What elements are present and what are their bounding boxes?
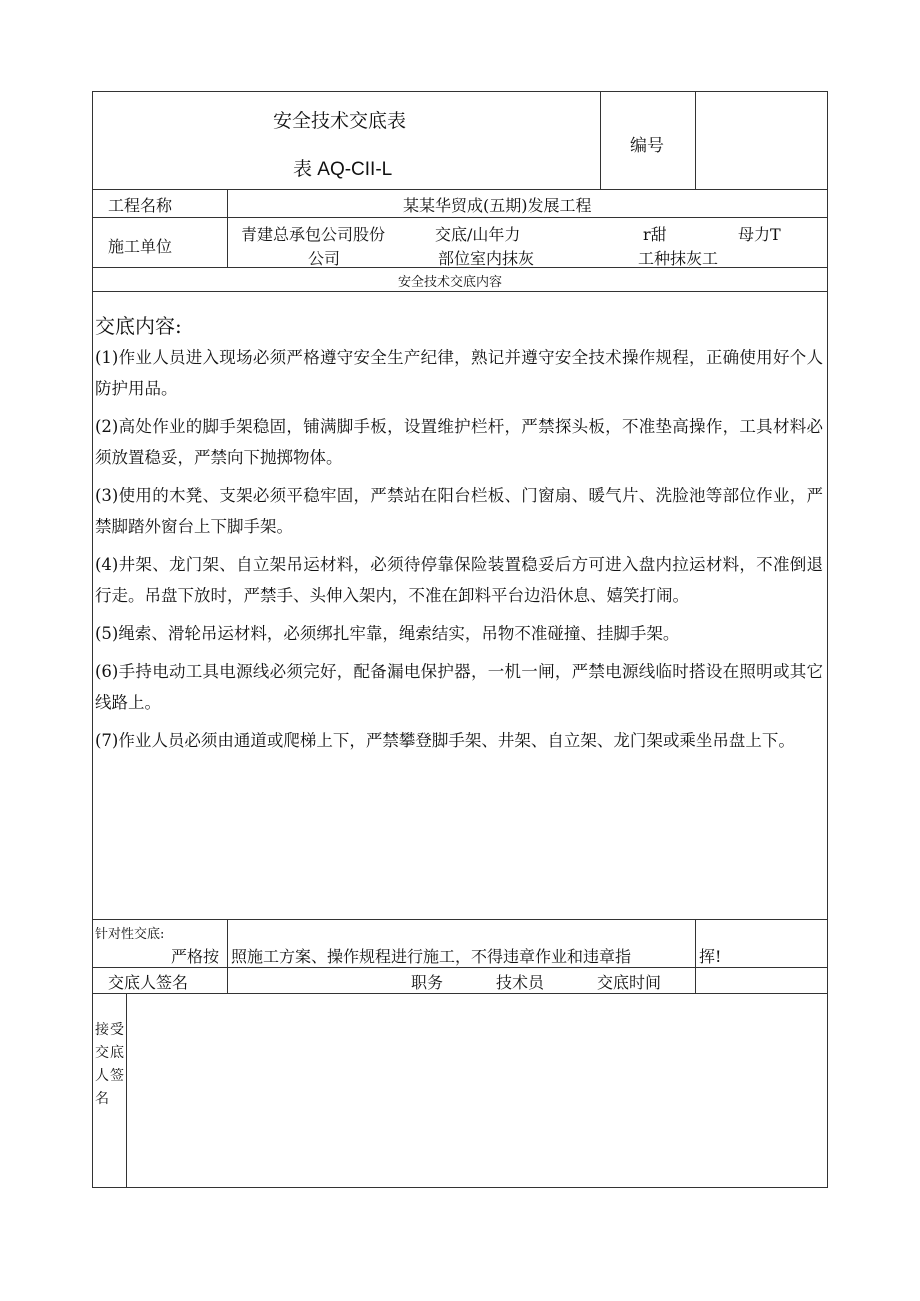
number-value[interactable]	[708, 131, 818, 155]
rule-targeted-right	[695, 919, 696, 993]
position-label: 职务	[411, 973, 444, 992]
project-name-value: 某某华贸成(五期)发展工程	[403, 196, 592, 215]
rule-targeted-bottom	[93, 967, 827, 968]
content-item-1: (1)作业人员进入现场必须严格遵守安全生产纪律，熟记并遵守安全技术操作规程，正确使用好个人防护用品。	[95, 348, 823, 398]
rule-content-bottom	[93, 919, 827, 920]
content-item-5: (5)绳索、滑轮吊运材料，必须绑扎牢靠，绳索结实，吊物不准碰撞、挂脚手架。	[95, 624, 680, 643]
disclosure-time-value[interactable]	[699, 970, 819, 990]
content-item-4: (4)井架、龙门架、自立架吊运材料，必须待停靠保险装置稳妥后方可进入盘内拉运材料，不准倒退行走。吊盘下放时，严禁手、头伸入架内，不准在卸料平台边沿休息、嬉笑打闹。	[95, 555, 823, 605]
form-title: 安全技术交底表	[273, 110, 407, 132]
receiver-signature-label: 接受交底人签名	[95, 1022, 125, 1107]
receiver-signature-area[interactable]	[128, 995, 825, 1185]
content-items	[95, 342, 823, 763]
disclosure-time-label: 交底时间	[597, 973, 662, 992]
position-value: 技术员	[496, 973, 545, 992]
disclosure-label: 交底/山年力	[435, 225, 521, 244]
rule-section-bottom	[93, 291, 827, 292]
signer-label: 交底人签名	[108, 973, 189, 992]
rule-targeted-left	[227, 919, 228, 993]
rule-project-bottom	[93, 217, 827, 218]
section-header: 安全技术交底内容	[398, 275, 503, 290]
rule-label-col	[227, 189, 228, 267]
content-item-2: (2)高处作业的脚手架稳固，铺满脚手板，设置维护栏杆，严禁探头板，不准垫高操作，工具材料必须放置稳妥，严禁向下抛掷物体。	[95, 417, 823, 467]
trade-label: 工种抹灰工	[638, 249, 719, 268]
rule-header-bottom	[93, 189, 827, 190]
targeted-text-part1: 严格按	[171, 947, 220, 966]
content-item-7: (7)作业人员必须由通道或爬梯上下，严禁攀登脚手架、井架、自立架、龙门架或乘坐吊盘上下。	[95, 731, 795, 750]
content-item-3: (3)使用的木凳、支架必须平稳牢固，严禁站在阳台栏板、门窗扇、暖气片、洗脸池等部位作业，严禁脚踏外窗台上下脚手架。	[95, 486, 823, 536]
part-label: 部位室内抹灰	[438, 249, 535, 268]
construction-company-line2: 公司	[308, 249, 341, 268]
construction-company-line1: 青建总承包公司股份	[241, 225, 386, 244]
targeted-text-part3: 挥!	[699, 947, 722, 966]
safety-disclosure-form	[92, 91, 828, 1188]
content-item-6: (6)手持电动工具电源线必须完好，配备漏电保护器，一机一闸，严禁电源线临时搭设在照明或其它线路上。	[95, 662, 823, 712]
form-code: 表 AQ-CII-L	[293, 159, 393, 180]
project-name-label: 工程名称	[108, 196, 173, 215]
unit-right-text: 母力T	[738, 225, 781, 244]
rule-signer-bottom	[93, 993, 827, 994]
construction-unit-label: 施工单位	[108, 237, 173, 256]
targeted-text-part2: 照施工方案、操作规程进行施工，不得违章作业和违章指	[231, 947, 632, 966]
number-label: 编号	[630, 136, 664, 156]
targeted-disclosure-label: 针对性交底:	[95, 927, 165, 942]
content-heading: 交底内容:	[95, 314, 182, 338]
rule-header-mid	[600, 92, 601, 189]
unit-mark: r甜	[643, 225, 667, 244]
rule-header-right	[695, 92, 696, 189]
